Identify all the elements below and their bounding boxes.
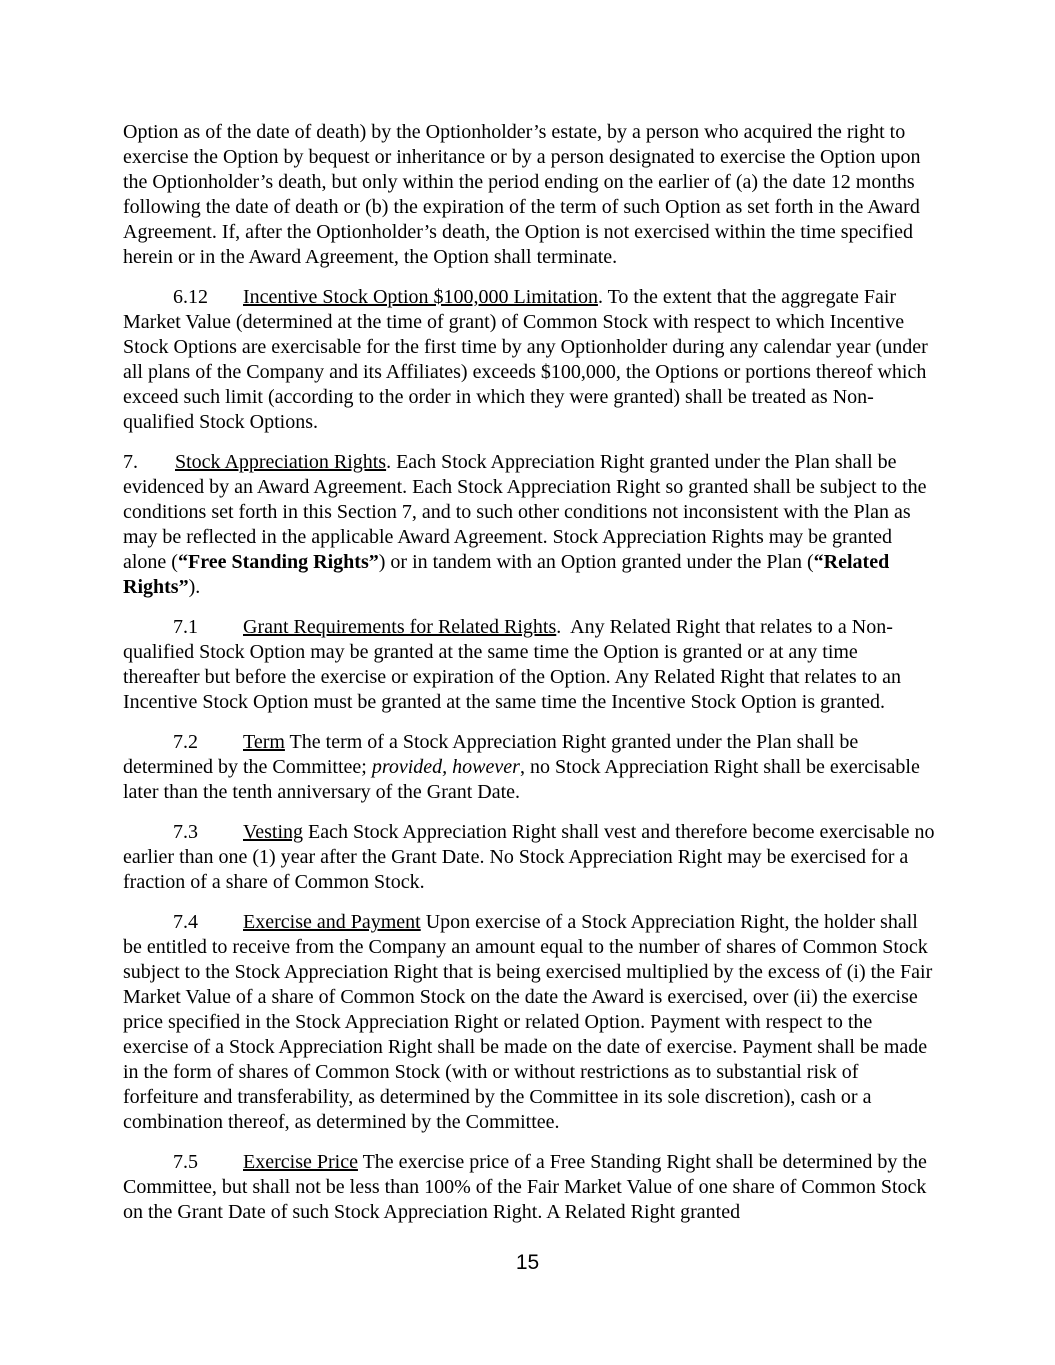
- section-7-3: [123, 820, 938, 895]
- section-number: 7.: [123, 451, 138, 473]
- section-number: 7.2: [173, 731, 198, 753]
- section-heading: Vesting: [243, 821, 303, 843]
- text-run: Option as of the date of death) by the Optionholder’s estate, by a person who acquired the right to exercise the Option by bequest or inheritance or by a person designated to exercise the Option upon the Optionholder’s death, but only within the period ending on the earlier of (a) the date 12 months following the date of death or (b) the expiration of the term of such Option as set forth in the Award Agreement. If, after the Optionholder’s death, the Option is not exercised within the time specified herein or in the Award Agreement, the Option shall terminate.: [123, 121, 926, 268]
- document-body: [123, 120, 938, 1240]
- section-heading: Exercise and Payment: [243, 911, 421, 933]
- page-number: 15: [515, 1251, 540, 1274]
- section-7-4: [123, 910, 938, 1135]
- section-number: 7.5: [173, 1151, 198, 1173]
- section-7-2: [123, 730, 938, 805]
- section-heading: Incentive Stock Option $100,000 Limitation: [243, 286, 598, 308]
- text-run: . To the extent that the aggregate Fair Market Value (determined at the time of grant) of Common Stock with respect to which Incentive Stock Options are exercisable for the first time by any Optionholder during any calendar year (under all plans of the Company and its Affiliates) exceeds $100,000, the Options or portions thereof which exceed such limit (according to the order in which they were granted) shall be treated as Non-qualified Stock Options.: [123, 286, 933, 433]
- section-heading: Grant Requirements for Related Rights: [243, 616, 557, 638]
- text-run: . Any Related Right that relates to a Non-qualified Stock Option may be granted at the same time the Option is granted or at any time thereafter but before the exercise or expiration of the Option. Any Related Right that relates to an Incentive Stock Option must be granted at the same time the Incentive Stock Option is granted.: [123, 616, 907, 713]
- section-heading: Stock Appreciation Rights: [175, 451, 387, 473]
- text-run: The exercise price of a Free Standing Right shall be determined by the Committee, but shall not be less than 100% of the Fair Market Value of one share of Common Stock on the Grant Date of such Stock Appreciation Right. A Related Right granted: [123, 1151, 932, 1223]
- section-number: 7.3: [173, 821, 198, 843]
- text-run: “Related Rights”: [123, 551, 895, 598]
- section-7-5: [123, 1150, 938, 1225]
- section-number: 7.4: [173, 911, 198, 933]
- section-7: [123, 450, 938, 600]
- paragraph-continuation: [123, 120, 938, 270]
- section-7-1: [123, 615, 938, 715]
- section-number: 6.12: [173, 286, 208, 308]
- text-run: Each Stock Appreciation Right shall vest and therefore become exercisable no earlier than one (1) year after the Grant Date. No Stock Appreciation Right may be exercised for a fraction of a share of Common Stock.: [123, 821, 940, 893]
- text-run: . Each Stock Appreciation Right granted under the Plan shall be evidenced by an Award Agreement. Each Stock Appreciation Right so granted shall be subject to the conditions set forth in this Section 7, and to such other conditions not inconsistent with the Plan as may be reflected in the applicable Award Agreement. Stock Appreciation Rights may be granted alone (: [123, 451, 932, 573]
- section-heading: Exercise Price: [243, 1151, 358, 1173]
- text-run: ).: [188, 576, 201, 598]
- text-run: , no Stock Appreciation Right shall be exercisable later than the tenth anniversary of the Grant Date.: [123, 756, 925, 803]
- text-run: The term of a Stock Appreciation Right granted under the Plan shall be determined by the Committee;: [123, 731, 864, 778]
- text-run: Upon exercise of a Stock Appreciation Right, the holder shall be entitled to receive from the Company an amount equal to the number of shares of Common Stock subject to the Stock Appreciation Right that is being exercised multiplied by the excess of (i) the Fair Market Value of a share of Common Stock on the date the Award is exercised, over (ii) the exercise price specified in the Stock Appreciation Right or related Option. Payment with respect to the exercise of a Stock Appreciation Right shall be made on the date of exercise. Payment shall be made in the form of shares of Common Stock (with or without restrictions as to substantial risk of forfeiture and transferability, as determined by the Committee in its sole discretion), cash or a combination thereof, as determined by the Committee.: [123, 911, 938, 1133]
- text-run: “Free Standing Rights”: [177, 551, 379, 573]
- section-number: 7.1: [173, 616, 198, 638]
- section-6-12: [123, 285, 938, 435]
- text-run: ) or in tandem with an Option granted under the Plan (: [378, 551, 814, 573]
- section-heading: Term: [243, 731, 285, 753]
- text-run: provided, however: [371, 756, 520, 778]
